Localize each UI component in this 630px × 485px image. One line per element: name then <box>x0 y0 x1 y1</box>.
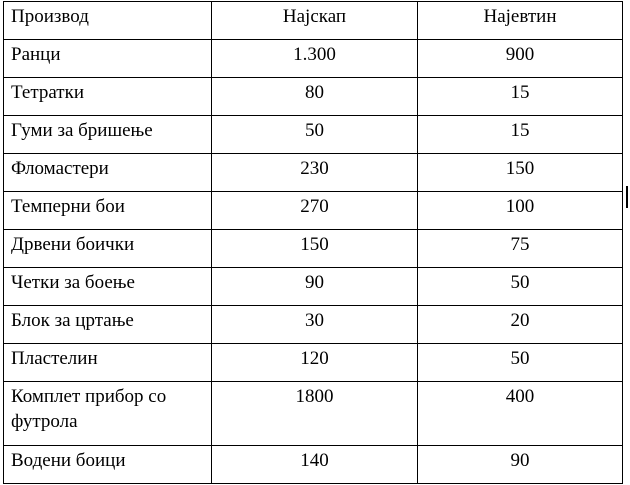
table-row <box>4 40 623 78</box>
max-price: 140 <box>212 446 418 484</box>
product-name: Четки за боење <box>4 268 212 306</box>
header-most-expensive: Најскап <box>212 2 418 40</box>
price-table <box>3 1 623 484</box>
min-price: 50 <box>418 344 623 382</box>
min-price: 50 <box>418 268 623 306</box>
table-row <box>4 382 623 446</box>
table-row <box>4 306 623 344</box>
product-name: Пластелин <box>4 344 212 382</box>
table-row <box>4 116 623 154</box>
product-name: Фломастери <box>4 154 212 192</box>
min-price: 100 <box>418 192 623 230</box>
product-name: Водени боици <box>4 446 212 484</box>
product-name: Гуми за бришење <box>4 116 212 154</box>
max-price: 1800 <box>212 382 418 446</box>
table-row <box>4 344 623 382</box>
header-cheapest: Најевтин <box>418 2 623 40</box>
max-price: 270 <box>212 192 418 230</box>
min-price: 900 <box>418 40 623 78</box>
max-price: 230 <box>212 154 418 192</box>
max-price: 50 <box>212 116 418 154</box>
min-price: 75 <box>418 230 623 268</box>
table-header-row <box>4 2 623 40</box>
min-price: 90 <box>418 446 623 484</box>
product-name: Темперни бои <box>4 192 212 230</box>
max-price: 1.300 <box>212 40 418 78</box>
max-price: 150 <box>212 230 418 268</box>
header-product: Производ <box>4 2 212 40</box>
min-price: 15 <box>418 78 623 116</box>
text-cursor-mark <box>626 186 628 208</box>
min-price: 150 <box>418 154 623 192</box>
min-price: 400 <box>418 382 623 446</box>
product-name: Комплет прибор со футрола <box>4 382 212 446</box>
table-row <box>4 446 623 484</box>
table-row <box>4 230 623 268</box>
table-row <box>4 268 623 306</box>
min-price: 15 <box>418 116 623 154</box>
max-price: 90 <box>212 268 418 306</box>
table-row <box>4 192 623 230</box>
product-name: Ранци <box>4 40 212 78</box>
max-price: 80 <box>212 78 418 116</box>
product-name: Дрвени боички <box>4 230 212 268</box>
table-row <box>4 154 623 192</box>
product-name: Блок за цртање <box>4 306 212 344</box>
max-price: 30 <box>212 306 418 344</box>
max-price: 120 <box>212 344 418 382</box>
product-name: Тетратки <box>4 78 212 116</box>
min-price: 20 <box>418 306 623 344</box>
table-row <box>4 78 623 116</box>
